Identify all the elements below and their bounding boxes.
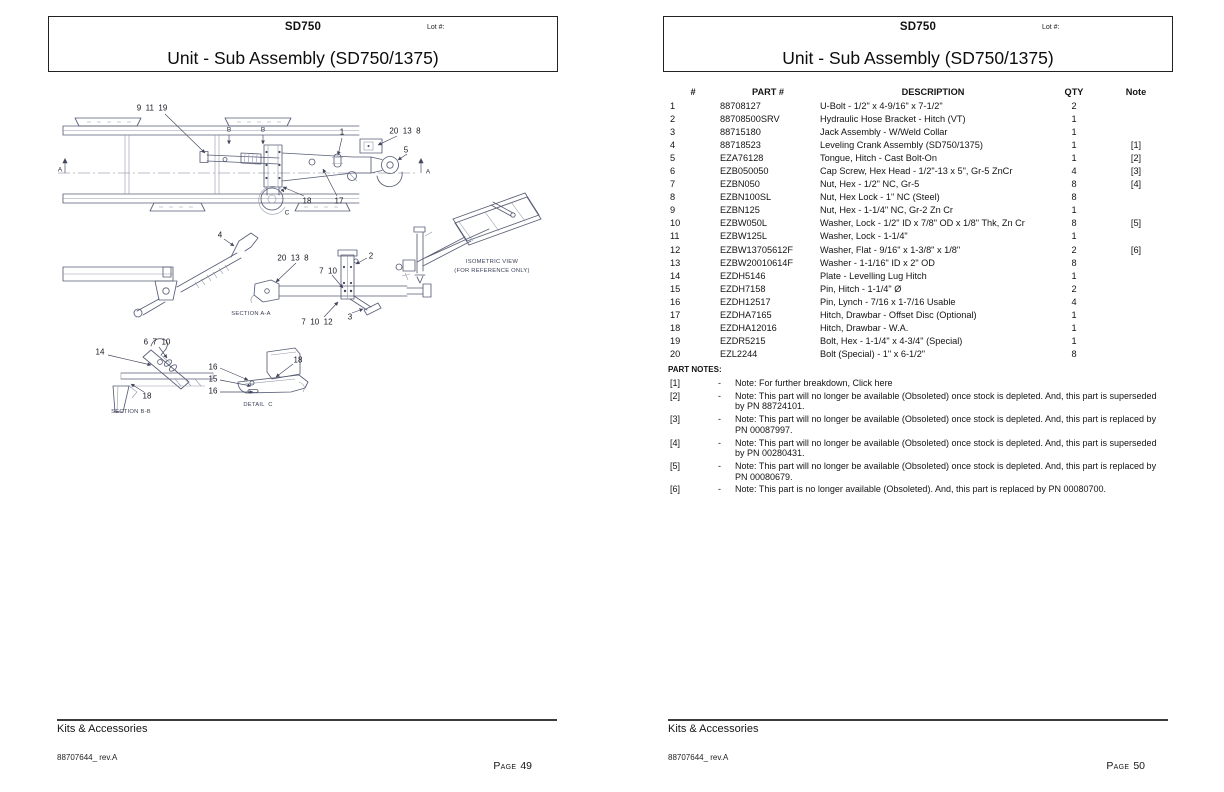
- table-cell: EZL2244: [720, 349, 758, 360]
- table-cell: 6: [670, 166, 676, 177]
- part-note: [668, 461, 1160, 482]
- table-row: [668, 164, 1172, 177]
- diagram-callout: 7 10 12: [301, 317, 333, 327]
- diagram-callout: 1: [339, 127, 345, 137]
- model-label: SD750: [284, 21, 322, 33]
- table-cell: Tongue, Hitch - Cast Bolt-On: [820, 152, 937, 163]
- note-text: Note: This part will no longer be available (Obsoleted) once stock is depleted. And, this part is superseded by PN 00280431.: [735, 437, 1157, 459]
- table-row: [668, 112, 1172, 125]
- table-cell: [2]: [1130, 152, 1142, 163]
- table-row: [668, 217, 1172, 230]
- table-cell: Jack Assembly - W/Weld Collar: [820, 126, 948, 137]
- table-cell: [4]: [1130, 179, 1142, 190]
- diagram-callout: 20 13 8: [389, 126, 421, 136]
- note-dash: -: [718, 461, 721, 472]
- table-cell: Hitch, Drawbar - Offset Disc (Optional): [820, 310, 977, 321]
- table-cell: EZDHA7165: [720, 310, 772, 321]
- table-cell: 17: [670, 310, 681, 321]
- diagram-callout: 18: [302, 196, 312, 206]
- table-cell: EZBN100SL: [720, 192, 772, 203]
- table-cell: 8: [1071, 218, 1077, 229]
- table-cell: EZDHA12016: [720, 323, 777, 334]
- table-row: [668, 243, 1172, 256]
- table-row: [668, 230, 1172, 243]
- table-cell: 8: [670, 192, 676, 203]
- table-cell: 2: [1071, 100, 1077, 111]
- footer-section-title: Kits & Accessories: [668, 723, 759, 735]
- column-header: PART #: [752, 87, 784, 97]
- table-cell: EZBN125: [720, 205, 760, 216]
- table-row: [668, 322, 1172, 335]
- note-ref: [5]: [670, 461, 681, 472]
- part-note: [668, 414, 1160, 435]
- note-text: Note: For further breakdown, Click here: [735, 378, 893, 388]
- table-cell: 15: [670, 283, 681, 294]
- table-cell: 4: [1071, 166, 1077, 177]
- table-cell: 1: [1071, 231, 1077, 242]
- table-cell: 88708127: [720, 100, 761, 111]
- model-label: SD750: [899, 21, 937, 33]
- parts-table-header-row: [668, 85, 1172, 99]
- diagram-callout: 4: [217, 230, 223, 240]
- table-cell: Hydraulic Hose Bracket - Hitch (VT): [820, 113, 966, 124]
- table-cell: U-Bolt - 1/2" x 4-9/16" x 7-1/2": [820, 100, 943, 111]
- diagram-callout: 14: [95, 347, 105, 357]
- table-cell: Nut, Hex - 1-1/4" NC, Gr-2 Zn Cr: [820, 205, 953, 216]
- table-cell: 2: [1071, 283, 1077, 294]
- page-number: [57, 760, 532, 772]
- table-cell: Washer, Lock - 1-1/4": [820, 231, 908, 242]
- footer-section-title: Kits & Accessories: [57, 723, 148, 735]
- page-header-box: [663, 16, 1173, 72]
- diagram-caption: ISOMETRIC VIEW: [465, 259, 519, 265]
- diagram-caption: (FOR REFERENCE ONLY): [454, 268, 530, 274]
- table-cell: 18: [670, 323, 681, 334]
- parts-table-body: [668, 99, 1172, 361]
- table-cell: 5: [670, 152, 676, 163]
- note-text: Note: This part is no longer available (Obsoleted). And, this part is replaced by PN 00080700.: [735, 484, 1107, 495]
- part-notes-list: [668, 378, 1160, 497]
- table-cell: 10: [670, 218, 681, 229]
- table-cell: EZA76128: [720, 152, 764, 163]
- table-cell: 1: [1071, 205, 1077, 216]
- table-cell: 20: [670, 349, 681, 360]
- diagram-callout: B: [260, 126, 266, 134]
- note-dash: -: [718, 437, 721, 448]
- note-dash: -: [718, 390, 721, 401]
- table-cell: 88715180: [720, 126, 761, 137]
- table-cell: Hitch, Drawbar - W.A.: [820, 323, 909, 334]
- diagram-callout: C: [284, 209, 290, 217]
- table-row: [668, 256, 1172, 269]
- table-cell: 1: [1071, 323, 1077, 334]
- table-cell: 88708500SRV: [720, 113, 780, 124]
- table-row: [668, 138, 1172, 151]
- note-dash: -: [718, 484, 721, 495]
- table-cell: Plate - Levelling Lug Hitch: [820, 270, 927, 281]
- table-row: [668, 295, 1172, 308]
- note-dash: -: [718, 378, 721, 388]
- table-cell: 8: [1071, 179, 1077, 190]
- page-word: Page: [1106, 760, 1130, 772]
- footer-rule: [668, 719, 1168, 721]
- table-row: [668, 348, 1172, 361]
- column-header: DESCRIPTION: [901, 87, 965, 97]
- table-row: [668, 269, 1172, 282]
- table-cell: EZDH12517: [720, 296, 771, 307]
- table-cell: EZBW20010614F: [720, 257, 794, 268]
- table-cell: EZBW125L: [720, 231, 767, 242]
- diagram-caption: SECTION A-A: [231, 311, 271, 317]
- table-cell: EZBW050L: [720, 218, 767, 229]
- table-cell: EZBW13705612F: [720, 244, 794, 255]
- table-cell: [1]: [1130, 139, 1142, 150]
- page-word: Page: [493, 760, 517, 772]
- page-number-value: 49: [520, 760, 532, 772]
- diagram-callout: B: [226, 126, 232, 134]
- table-cell: 2: [670, 113, 676, 124]
- table-row: [668, 151, 1172, 164]
- table-cell: 1: [1071, 139, 1077, 150]
- diagram-callout: 9 11 19: [136, 103, 168, 113]
- table-cell: 1: [1071, 126, 1077, 137]
- table-cell: 1: [1071, 152, 1077, 163]
- table-cell: Nut, Hex Lock - 1" NC (Steel): [820, 192, 940, 203]
- table-cell: 13: [670, 257, 681, 268]
- table-cell: 7: [670, 179, 676, 190]
- diagram-callout: 5: [403, 145, 409, 155]
- table-cell: 8: [1071, 257, 1077, 268]
- table-row: [668, 204, 1172, 217]
- page-number: [668, 760, 1145, 772]
- table-cell: 8: [1071, 349, 1077, 360]
- table-cell: 3: [670, 126, 676, 137]
- note-ref: [3]: [670, 414, 681, 425]
- table-cell: [5]: [1130, 218, 1142, 229]
- note-ref: [4]: [670, 437, 681, 448]
- table-cell: Washer - 1-1/16" ID x 2" OD: [820, 257, 935, 268]
- table-cell: 14: [670, 270, 681, 281]
- table-cell: Bolt (Special) - 1" x 6-1/2": [820, 349, 926, 360]
- diagram-callout: 20 13 8: [277, 253, 309, 263]
- diagram-callout: 17: [334, 196, 344, 206]
- table-cell: 4: [670, 139, 676, 150]
- diagram-callout: 16: [208, 386, 218, 396]
- diagram-callout: 3: [347, 312, 353, 322]
- table-row: [668, 99, 1172, 112]
- note-dash: -: [718, 414, 721, 425]
- document-revision: 88707644_ rev.A: [57, 753, 118, 762]
- table-cell: 1: [1071, 113, 1077, 124]
- note-text: Note: This part will no longer be available (Obsoleted) once stock is depleted. And, this part is superseded by PN 88724101.: [735, 390, 1157, 412]
- table-cell: [6]: [1130, 244, 1142, 255]
- table-cell: Bolt, Hex - 1-1/4" x 4-3/4" (Special): [820, 336, 963, 347]
- table-row: [668, 309, 1172, 322]
- table-row: [668, 191, 1172, 204]
- diagram-callout: 18: [293, 355, 303, 365]
- table-cell: 19: [670, 336, 681, 347]
- diagram-caption: DETAIL C: [243, 402, 273, 408]
- diagram-caption: SECTION B-B: [111, 409, 151, 415]
- table-cell: 1: [1071, 270, 1077, 281]
- column-header: #: [690, 87, 696, 97]
- diagram-callout: 16: [208, 362, 218, 372]
- note-text: Note: This part will no longer be available (Obsoleted) once stock is depleted. And, this part is replaced by PN 00080679.: [735, 461, 1157, 482]
- table-cell: EZDH5146: [720, 270, 766, 281]
- diagram-callout: 15: [208, 374, 218, 384]
- part-note: [668, 378, 1160, 389]
- table-cell: Pin, Hitch - 1-1/4" Ø: [820, 283, 902, 294]
- table-cell: 1: [670, 100, 676, 111]
- table-cell: EZBN050: [720, 179, 760, 190]
- diagram-callout: 18: [142, 391, 152, 401]
- footer-rule: [57, 719, 557, 721]
- table-cell: EZDH7158: [720, 283, 766, 294]
- part-note: [668, 484, 1160, 495]
- table-cell: Leveling Crank Assembly (SD750/1375): [820, 139, 983, 150]
- page-header-box: [48, 16, 558, 72]
- lot-number-label: Lot #:: [1042, 24, 1060, 31]
- table-cell: Nut, Hex - 1/2" NC, Gr-5: [820, 179, 920, 190]
- column-header: QTY: [1064, 87, 1084, 97]
- part-notes-heading: PART NOTES:: [668, 365, 722, 374]
- table-cell: Washer, Flat - 9/16" x 1-3/8" x 1/8": [820, 244, 961, 255]
- table-row: [668, 335, 1172, 348]
- table-cell: 1: [1071, 336, 1077, 347]
- page-title: Unit - Sub Assembly (SD750/1375): [782, 48, 1054, 68]
- table-cell: 8: [1071, 192, 1077, 203]
- table-cell: Cap Screw, Hex Head - 1/2"-13 x 5", Gr-5 ZnCr: [820, 166, 1013, 177]
- lot-number-label: Lot #:: [427, 24, 445, 31]
- diagram-callout: 6 7 10: [143, 337, 171, 347]
- note-text: Note: This part will no longer be available (Obsoleted) once stock is depleted. And, this part is replaced by PN 00087997.: [735, 414, 1157, 435]
- note-ref: [1]: [670, 378, 681, 388]
- table-cell: 16: [670, 296, 681, 307]
- page-number-value: 50: [1133, 760, 1145, 772]
- table-cell: EZDR5215: [720, 336, 766, 347]
- table-cell: 11: [670, 231, 680, 242]
- column-header: Note: [1125, 87, 1147, 97]
- table-cell: Pin, Lynch - 7/16 x 1-7/16 Usable: [820, 296, 956, 307]
- part-note: [668, 438, 1160, 459]
- table-cell: 12: [670, 244, 681, 255]
- table-cell: 9: [670, 205, 676, 216]
- table-cell: 4: [1071, 296, 1077, 307]
- diagram-callout: 7 10: [319, 266, 337, 276]
- note-ref: [2]: [670, 390, 681, 401]
- table-cell: 2: [1071, 244, 1077, 255]
- document-revision: 88707644_ rev.A: [668, 753, 729, 762]
- diagram-callout: A: [425, 168, 431, 176]
- table-cell: Washer, Lock - 1/2" ID x 7/8" OD x 1/8" Thk, Zn Cr: [820, 218, 1025, 229]
- table-cell: 1: [1071, 310, 1077, 321]
- table-cell: 88718523: [720, 139, 761, 150]
- assembly-diagram: [55, 95, 570, 430]
- diagram-callout: A: [57, 166, 63, 174]
- diagram-callout: 2: [368, 251, 374, 261]
- part-note: [668, 391, 1160, 412]
- page-title: Unit - Sub Assembly (SD750/1375): [167, 48, 439, 68]
- table-row: [668, 178, 1172, 191]
- table-row: [668, 125, 1172, 138]
- table-row: [668, 282, 1172, 295]
- parts-table: [668, 85, 1172, 361]
- note-ref: [6]: [670, 484, 681, 495]
- table-cell: [3]: [1130, 166, 1142, 177]
- table-cell: EZB050050: [720, 166, 769, 177]
